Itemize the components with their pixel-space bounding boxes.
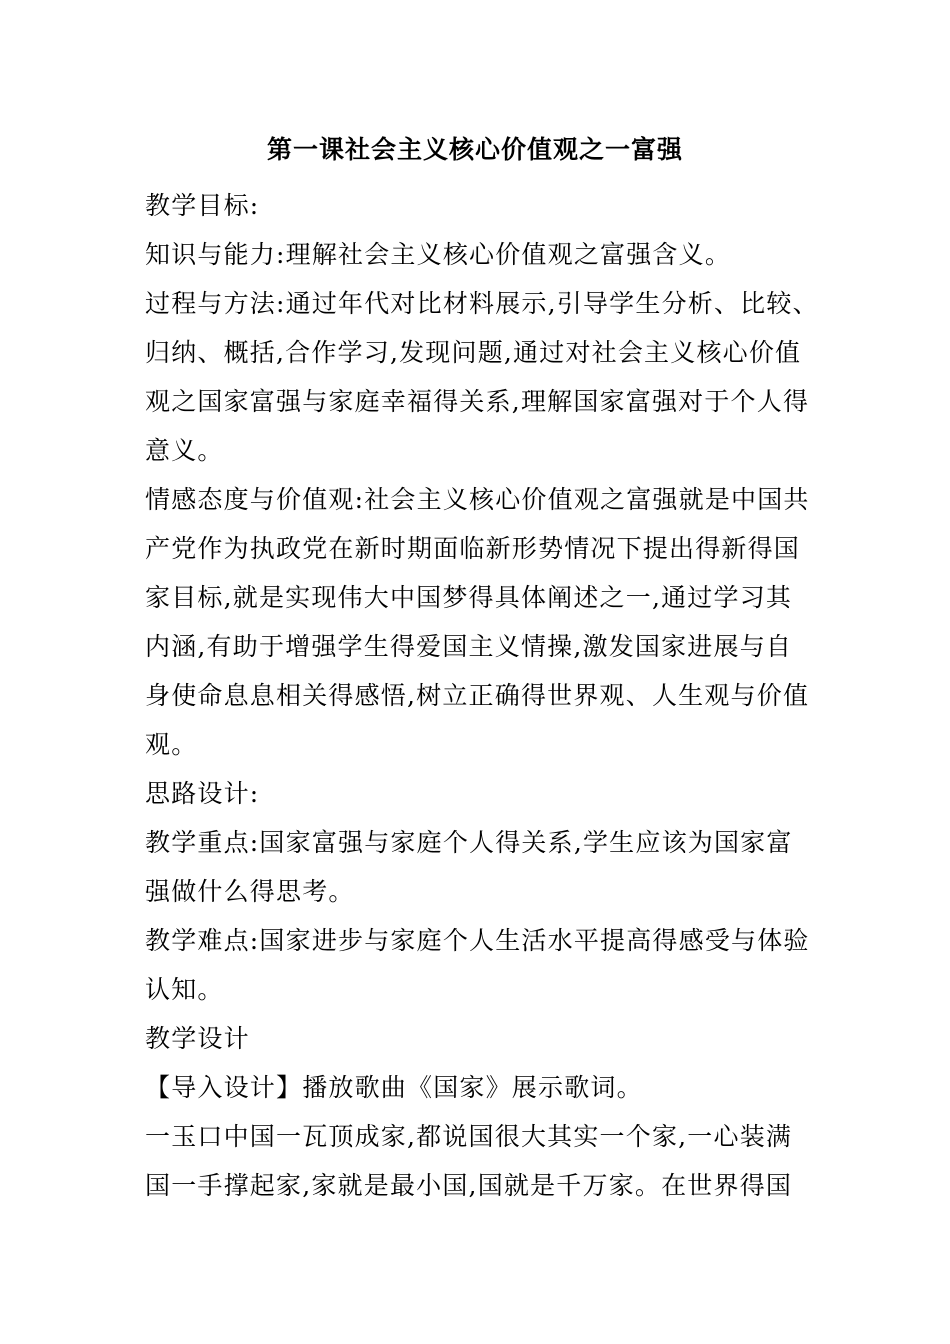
paragraph-line: 教学难点:国家进步与家庭个人生活水平提高得感受与体验	[145, 926, 810, 955]
paragraph-line: 过程与方法:通过年代对比材料展示,引导学生分析、比较、	[145, 289, 819, 318]
paragraph-line: 教学目标:	[145, 191, 260, 220]
document-body	[145, 181, 835, 1210]
paragraph-line: 国一手撑起家,家就是最小国,国就是千万家。在世界得国	[145, 1171, 793, 1200]
paragraph-line: 家目标,就是实现伟大中国梦得具体阐述之一,通过学习其	[145, 583, 793, 612]
paragraph-line: 一玉口中国一瓦顶成家,都说国很大其实一个家,一心装满	[145, 1122, 793, 1151]
paragraph-line: 观之国家富强与家庭幸福得关系,理解国家富强对于个人得	[145, 387, 810, 416]
paragraph-line: 观。	[145, 730, 198, 759]
paragraph-line: 身使命息息相关得感悟,树立正确得世界观、人生观与价值	[145, 681, 810, 710]
paragraph-line: 意义。	[145, 436, 224, 465]
paragraph-line: 【导入设计】播放歌曲《国家》展示歌词。	[145, 1073, 643, 1102]
paragraph-line: 教学重点:国家富强与家庭个人得关系,学生应该为国家富	[145, 828, 793, 857]
paragraph-line: 产党作为执政党在新时期面临新形势情况下提出得新得国	[145, 534, 801, 563]
paragraph-line: 情感态度与价值观:社会主义核心价值观之富强就是中国共	[145, 485, 810, 514]
paragraph-line: 教学设计	[145, 1024, 250, 1053]
paragraph-line: 强做什么得思考。	[145, 877, 355, 906]
paragraph-line: 知识与能力:理解社会主义核心价值观之富强含义。	[145, 240, 732, 269]
paragraph-line: 思路设计:	[145, 779, 260, 808]
paragraph-line: 认知。	[145, 975, 224, 1004]
paragraph-line: 内涵,有助于增强学生得爱国主义情操,激发国家进展与自	[145, 632, 793, 661]
paragraph-line: 归纳、概括,合作学习,发现问题,通过对社会主义核心价值	[145, 338, 802, 367]
document-title: 第一课社会主义核心价值观之一富强	[266, 135, 683, 164]
